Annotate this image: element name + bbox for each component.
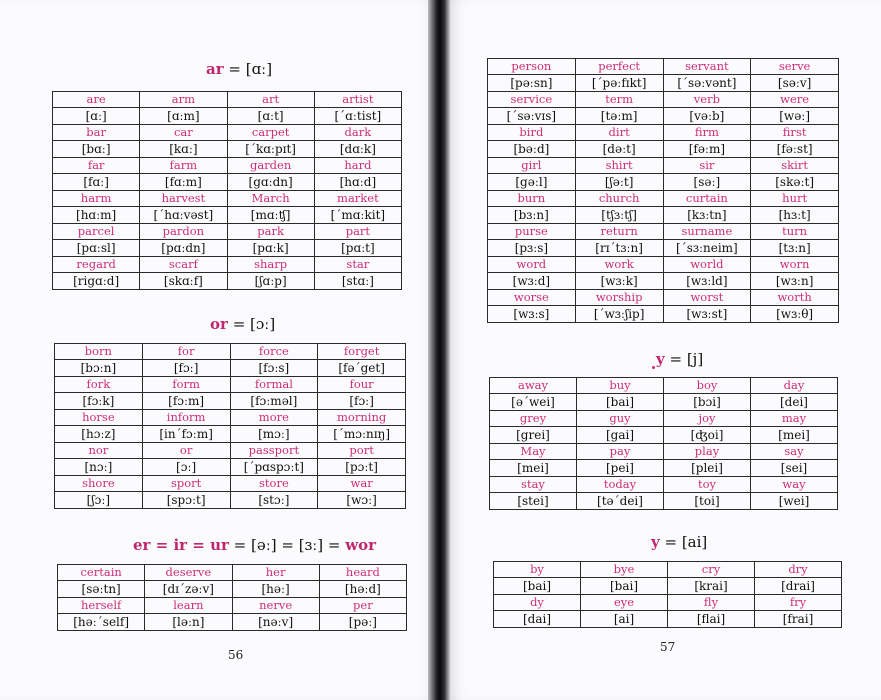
word-cell: fly [668, 595, 755, 611]
transcription-cell: [bɑː] [53, 141, 140, 158]
word-cell: hard [314, 158, 401, 174]
word-row [53, 158, 402, 174]
word-cell: fork [55, 377, 143, 393]
word-cell: more [230, 410, 318, 426]
word-cell: or [142, 443, 230, 459]
transcription-cell: [mei] [751, 427, 838, 444]
transcription-cell: [krai] [668, 578, 755, 595]
word-cell: March [227, 191, 314, 207]
transcription-cell: [ˊwɜːʃip] [575, 306, 663, 323]
transcription-cell: [wɜːld] [663, 273, 751, 290]
transcription-cell: [wɜːs] [488, 306, 576, 323]
word-row [53, 125, 402, 141]
word-cell: May [490, 444, 577, 460]
word-cell: nor [55, 443, 143, 459]
word-cell: serve [751, 59, 839, 75]
er-ir-ur-wor-table [487, 58, 839, 323]
transcription-cell: [fɔːm] [142, 393, 230, 410]
word-cell: garden [227, 158, 314, 174]
word-row [490, 444, 838, 460]
transcription-cell: [grei] [490, 427, 577, 444]
word-cell: surname [663, 224, 751, 240]
transcription-cell: [ˊkɑːpɪt] [227, 141, 314, 158]
transcription-cell: [mɔː] [230, 426, 318, 443]
word-cell: guy [577, 411, 664, 427]
transcription-cell: [ɑːm] [140, 108, 227, 125]
word-cell: artist [314, 92, 401, 108]
word-cell: say [751, 444, 838, 460]
word-cell: heard [319, 565, 406, 581]
section-title-y-j: y = [j] [656, 350, 704, 368]
transcription-cell: [fəːm] [663, 141, 751, 158]
transcription-row [490, 493, 838, 510]
transcription-cell: [səː] [663, 174, 751, 191]
transcription-cell: [hɔːz] [55, 426, 143, 443]
word-cell: shore [55, 476, 143, 492]
transcription-cell: [dɑːk] [314, 141, 401, 158]
transcription-row [490, 427, 838, 444]
transcription-cell: [pɑːsl] [53, 240, 140, 257]
transcription-cell: [bai] [577, 394, 664, 411]
transcription-cell: [wəː] [751, 108, 839, 125]
word-row [488, 125, 839, 141]
transcription-cell: [pɑːk] [227, 240, 314, 257]
word-cell: curtain [663, 191, 751, 207]
word-cell: worse [488, 290, 576, 306]
transcription-cell: [spɔːt] [142, 492, 230, 509]
transcription-row [488, 240, 839, 257]
word-cell: cry [668, 562, 755, 578]
section-title-ar: ar = [ɑː] [206, 60, 273, 78]
word-cell: stay [490, 477, 577, 493]
word-row [490, 411, 838, 427]
word-cell: form [142, 377, 230, 393]
transcription-cell: [ʃəːt] [575, 174, 663, 191]
transcription-cell: [ˊmɔːnɪŋ] [318, 426, 406, 443]
word-row [488, 59, 839, 75]
word-cell: person [488, 59, 576, 75]
transcription-cell: [fɔː] [318, 393, 406, 410]
transcription-cell: [dei] [751, 394, 838, 411]
transcription-cell: [bəːd] [488, 141, 576, 158]
section-title-y-ai: y = [ai] [651, 533, 708, 551]
word-cell: harvest [140, 191, 227, 207]
transcription-cell: [səːv] [751, 75, 839, 92]
transcription-cell: [mɑːʧ] [227, 207, 314, 224]
transcription-cell: [təˊdei] [577, 493, 664, 510]
word-cell: park [227, 224, 314, 240]
transcription-cell: [toi] [664, 493, 751, 510]
word-cell: girl [488, 158, 576, 174]
transcription-cell: [mei] [490, 460, 577, 477]
word-row [55, 476, 406, 492]
page-number-left: 56 [228, 648, 244, 662]
transcription-cell: [gai] [577, 427, 664, 444]
transcription-cell: [gəːl] [488, 174, 576, 191]
transcription-cell: [wei] [751, 493, 838, 510]
word-row [58, 598, 407, 614]
word-cell: play [664, 444, 751, 460]
word-cell: world [663, 257, 751, 273]
word-cell: church [575, 191, 663, 207]
word-cell: car [140, 125, 227, 141]
transcription-cell: [hɜːt] [751, 207, 839, 224]
word-cell: farm [140, 158, 227, 174]
word-cell: day [751, 378, 838, 394]
word-row [488, 92, 839, 108]
word-cell: turn [751, 224, 839, 240]
word-cell: born [55, 344, 143, 360]
transcription-cell: [fɑːm] [140, 174, 227, 191]
word-cell: term [575, 92, 663, 108]
word-cell: scarf [140, 257, 227, 273]
word-cell: firm [663, 125, 751, 141]
word-cell: work [575, 257, 663, 273]
word-cell: today [577, 477, 664, 493]
transcription-cell: [bai] [494, 578, 581, 595]
word-cell: passport [230, 443, 318, 459]
transcription-cell: [ˊhɑːvəst] [140, 207, 227, 224]
transcription-row [53, 108, 402, 125]
book-spine [428, 0, 450, 700]
word-row [55, 377, 406, 393]
word-cell: dry [755, 562, 842, 578]
transcription-row [494, 578, 842, 595]
transcription-cell: [fɔːməl] [230, 393, 318, 410]
word-cell: bye [581, 562, 668, 578]
transcription-cell: [stɔː] [230, 492, 318, 509]
word-cell: worship [575, 290, 663, 306]
transcription-cell: [nɔː] [55, 459, 143, 476]
transcription-cell: [rigɑːd] [53, 273, 140, 290]
word-cell: parcel [53, 224, 140, 240]
word-cell: carpet [227, 125, 314, 141]
transcription-cell: [fəˊget] [318, 360, 406, 377]
word-row [490, 477, 838, 493]
transcription-cell: [pei] [577, 460, 664, 477]
word-cell: were [751, 92, 839, 108]
transcription-cell: [ˊpəːfɪkt] [575, 75, 663, 92]
word-row [53, 257, 402, 273]
word-cell: horse [55, 410, 143, 426]
word-cell: learn [145, 598, 232, 614]
transcription-row [58, 581, 407, 598]
word-cell: market [314, 191, 401, 207]
transcription-row [55, 459, 406, 476]
word-cell: four [318, 377, 406, 393]
word-cell: herself [58, 598, 145, 614]
transcription-cell: [tɜːn] [751, 240, 839, 257]
transcription-cell: [pɜːs] [488, 240, 576, 257]
transcription-cell: [pɔːt] [318, 459, 406, 476]
transcription-cell: [əˊwei] [490, 394, 577, 411]
word-cell: joy [664, 411, 751, 427]
word-row [488, 224, 839, 240]
word-cell: port [318, 443, 406, 459]
transcription-cell: [pɑːt] [314, 240, 401, 257]
word-cell: first [751, 125, 839, 141]
transcription-cell: [flai] [668, 611, 755, 628]
page-number-right: 57 [660, 640, 676, 654]
word-cell: her [232, 565, 319, 581]
word-cell: formal [230, 377, 318, 393]
transcription-cell: [hɑːd] [314, 174, 401, 191]
word-row [488, 257, 839, 273]
word-cell: verb [663, 92, 751, 108]
transcription-cell: [həː] [232, 581, 319, 598]
pink-dot-mark [652, 366, 655, 369]
word-cell: perfect [575, 59, 663, 75]
transcription-cell: [plei] [664, 460, 751, 477]
transcription-row [55, 360, 406, 377]
transcription-cell: [ˊsəːvɪs] [488, 108, 576, 125]
word-cell: service [488, 92, 576, 108]
transcription-cell: [pɑːdn] [140, 240, 227, 257]
word-cell: eye [581, 595, 668, 611]
word-row [53, 92, 402, 108]
word-cell: buy [577, 378, 664, 394]
transcription-row [488, 75, 839, 92]
word-cell: arm [140, 92, 227, 108]
word-cell: skirt [751, 158, 839, 174]
word-cell: fry [755, 595, 842, 611]
transcription-cell: [dɪˊzəːv] [145, 581, 232, 598]
word-cell: dirt [575, 125, 663, 141]
word-cell: store [230, 476, 318, 492]
word-cell: purse [488, 224, 576, 240]
transcription-cell: [həːd] [319, 581, 406, 598]
transcription-cell: [ʤoi] [664, 427, 751, 444]
word-cell: pardon [140, 224, 227, 240]
transcription-row [488, 207, 839, 224]
word-cell: worst [663, 290, 751, 306]
transcription-cell: [fəːst] [751, 141, 839, 158]
transcription-cell: [ˊmɑːkit] [314, 207, 401, 224]
word-cell: return [575, 224, 663, 240]
transcription-cell: [stɑː] [314, 273, 401, 290]
word-cell: grey [490, 411, 577, 427]
transcription-cell: [dəːt] [575, 141, 663, 158]
word-cell: boy [664, 378, 751, 394]
transcription-cell: [pəː] [319, 614, 406, 631]
word-cell: forget [318, 344, 406, 360]
word-cell: certain [58, 565, 145, 581]
transcription-row [53, 240, 402, 257]
word-cell: are [53, 92, 140, 108]
transcription-row [490, 394, 838, 411]
word-row [53, 224, 402, 240]
section-title-or: or = [ɔː] [210, 315, 276, 333]
transcription-row [490, 460, 838, 477]
transcription-cell: [ˊsəːvənt] [663, 75, 751, 92]
word-cell: worn [751, 257, 839, 273]
transcription-cell: [wɜːk] [575, 273, 663, 290]
word-cell: worth [751, 290, 839, 306]
transcription-cell: [skəːt] [751, 174, 839, 191]
word-cell: servant [663, 59, 751, 75]
transcription-row [53, 273, 402, 290]
transcription-cell: [ɑː] [53, 108, 140, 125]
word-cell: inform [142, 410, 230, 426]
transcription-row [55, 426, 406, 443]
transcription-cell: [stei] [490, 493, 577, 510]
transcription-cell: [tʃɜːtʃ] [575, 207, 663, 224]
word-cell: bird [488, 125, 576, 141]
transcription-cell: [ʃɔː] [55, 492, 143, 509]
word-cell: burn [488, 191, 576, 207]
transcription-cell: [wɜːn] [751, 273, 839, 290]
transcription-row [53, 207, 402, 224]
word-cell: by [494, 562, 581, 578]
er-ir-ur-table [57, 564, 407, 631]
word-cell: shirt [575, 158, 663, 174]
transcription-row [53, 174, 402, 191]
transcription-row [488, 141, 839, 158]
transcription-cell: [wɔː] [318, 492, 406, 509]
transcription-cell: [kɑː] [140, 141, 227, 158]
transcription-row [58, 614, 407, 631]
word-cell: toy [664, 477, 751, 493]
or-table [54, 343, 406, 509]
transcription-cell: [fɔː] [142, 360, 230, 377]
transcription-cell: [fɔːk] [55, 393, 143, 410]
y-ai-table [493, 561, 842, 628]
transcription-row [488, 273, 839, 290]
transcription-cell: [ləːn] [145, 614, 232, 631]
transcription-cell: [bɜːn] [488, 207, 576, 224]
transcription-row [488, 108, 839, 125]
word-row [494, 562, 842, 578]
transcription-row [488, 306, 839, 323]
transcription-cell: [inˊfɔːm] [142, 426, 230, 443]
transcription-cell: [ˊsɜːneim] [663, 240, 751, 257]
transcription-row [55, 393, 406, 410]
word-cell: bar [53, 125, 140, 141]
word-cell: deserve [145, 565, 232, 581]
transcription-cell: [fɑː] [53, 174, 140, 191]
word-row [55, 443, 406, 459]
word-cell: pay [577, 444, 664, 460]
transcription-cell: [gɑːdn] [227, 174, 314, 191]
word-row [488, 158, 839, 174]
word-row [494, 595, 842, 611]
transcription-cell: [bɔːn] [55, 360, 143, 377]
transcription-cell: [təːm] [575, 108, 663, 125]
transcription-cell: [vəːb] [663, 108, 751, 125]
word-cell: harm [53, 191, 140, 207]
transcription-cell: [nəːv] [232, 614, 319, 631]
word-cell: art [227, 92, 314, 108]
transcription-cell: [kɜːtn] [663, 207, 751, 224]
transcription-cell: [bɔi] [664, 394, 751, 411]
transcription-cell: [skɑːf] [140, 273, 227, 290]
transcription-cell: [wɜːθ] [751, 306, 839, 323]
transcription-row [55, 492, 406, 509]
word-row [488, 290, 839, 306]
word-row [55, 344, 406, 360]
word-row [490, 378, 838, 394]
y-j-table [489, 377, 838, 510]
word-cell: part [314, 224, 401, 240]
word-cell: force [230, 344, 318, 360]
word-cell: per [319, 598, 406, 614]
transcription-cell: [ai] [581, 611, 668, 628]
transcription-cell: [fɔːs] [230, 360, 318, 377]
word-row [53, 191, 402, 207]
transcription-row [494, 611, 842, 628]
word-cell: nerve [232, 598, 319, 614]
transcription-cell: [səːtn] [58, 581, 145, 598]
transcription-cell: [ˊpɑspɔːt] [230, 459, 318, 476]
word-row [488, 191, 839, 207]
word-cell: morning [318, 410, 406, 426]
word-cell: star [314, 257, 401, 273]
section-title-er-ir-ur: er = ir = ur = [əː] = [ɜː] = wor [133, 536, 377, 554]
word-cell: sport [142, 476, 230, 492]
word-cell: hurt [751, 191, 839, 207]
word-cell: sir [663, 158, 751, 174]
transcription-cell: [ʃɑːp] [227, 273, 314, 290]
word-row [55, 410, 406, 426]
word-cell: war [318, 476, 406, 492]
transcription-cell: [pəːsn] [488, 75, 576, 92]
transcription-cell: [dai] [494, 611, 581, 628]
transcription-cell: [ɑːt] [227, 108, 314, 125]
transcription-cell: [ˊɑːtist] [314, 108, 401, 125]
transcription-cell: [həːˊself] [58, 614, 145, 631]
transcription-cell: [frai] [755, 611, 842, 628]
word-cell: sharp [227, 257, 314, 273]
word-cell: regard [53, 257, 140, 273]
ar-table [52, 91, 402, 290]
word-row [58, 565, 407, 581]
transcription-cell: [sei] [751, 460, 838, 477]
word-cell: dy [494, 595, 581, 611]
transcription-cell: [ɔː] [142, 459, 230, 476]
transcription-cell: [rɪˊtɜːn] [575, 240, 663, 257]
word-cell: away [490, 378, 577, 394]
word-cell: for [142, 344, 230, 360]
transcription-cell: [hɑːm] [53, 207, 140, 224]
transcription-cell: [bai] [581, 578, 668, 595]
transcription-row [53, 141, 402, 158]
transcription-row [488, 174, 839, 191]
word-cell: way [751, 477, 838, 493]
transcription-cell: [wɜːst] [663, 306, 751, 323]
transcription-cell: [wɜːd] [488, 273, 576, 290]
transcription-cell: [drai] [755, 578, 842, 595]
word-cell: word [488, 257, 576, 273]
word-cell: may [751, 411, 838, 427]
word-cell: dark [314, 125, 401, 141]
word-cell: far [53, 158, 140, 174]
